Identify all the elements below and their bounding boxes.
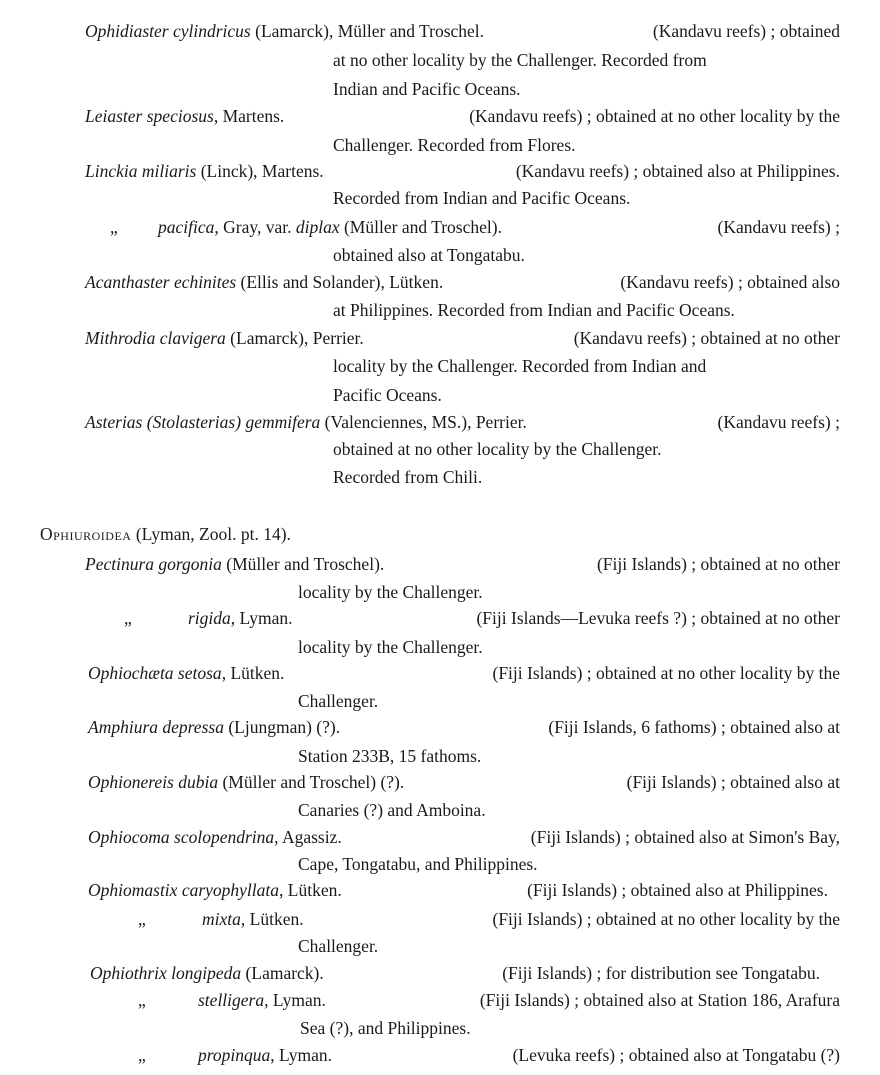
species-name: Ophionereis dubia — [88, 772, 219, 792]
species-name: Amphiura depressa — [88, 717, 224, 737]
species-authority: , Lütken. — [221, 663, 285, 683]
locality-note: (Fiji Islands) ; obtained at no other — [596, 554, 840, 574]
entry-continuation: Recorded from Indian and Pacific Oceans. — [333, 188, 631, 208]
variety-authority: (Müller and Troschel). — [339, 217, 502, 237]
ditto-mark: „ — [138, 990, 146, 1010]
locality-note: (Fiji Islands) ; obtained at no other locality by the — [492, 663, 840, 683]
locality-note: (Kandavu reefs) ; obtained at no other — [573, 328, 840, 348]
species-name: pacifica — [158, 217, 215, 237]
species-entry — [85, 411, 840, 433]
species-authority: , Lyman. — [270, 1045, 333, 1065]
species-name: mixta — [202, 909, 241, 929]
species-entry — [88, 662, 840, 684]
locality-note: (Fiji Islands) ; obtained also at Simon's Bay, — [530, 827, 840, 847]
entry-continuation: obtained also at Tongatabu. — [333, 245, 525, 265]
entry-continuation: locality by the Challenger. — [298, 637, 483, 657]
species-entry — [138, 1044, 840, 1066]
species-entry — [138, 908, 840, 930]
species-authority: , Lyman. — [230, 608, 293, 628]
species-name: propinqua — [198, 1045, 271, 1065]
species-entry — [88, 771, 840, 793]
entry-continuation: locality by the Challenger. — [298, 582, 483, 602]
locality-note: (Fiji Islands) ; obtained at no other locality by the — [492, 909, 840, 929]
variety-name: diplax — [295, 217, 340, 237]
entry-continuation: Pacific Oceans. — [333, 385, 442, 405]
species-name: Ophidiaster cylindricus — [85, 21, 251, 41]
species-authority: (Lamarck). — [241, 963, 324, 983]
entry-continuation: Recorded from Chili. — [333, 467, 483, 487]
entry-continuation: Station 233B, 15 fathoms. — [298, 746, 482, 766]
locality-note: (Fiji Islands) ; obtained also at — [626, 772, 840, 792]
species-name: Ophiocoma scolopendrina — [88, 827, 275, 847]
species-entry — [88, 879, 828, 901]
species-authority: (Müller and Troschel) (?). — [218, 772, 405, 792]
locality-note: (Levuka reefs) ; obtained also at Tongatabu (?) — [512, 1045, 840, 1065]
locality-note: (Fiji Islands) ; obtained also at Philippines. — [527, 880, 828, 900]
species-authority: (Ljungman) (?). — [223, 717, 341, 737]
species-authority: , Martens. — [213, 106, 285, 126]
species-name: Acanthaster echinites — [85, 272, 237, 292]
species-name: rigida — [188, 608, 231, 628]
species-entry — [85, 105, 840, 127]
species-authority: , Lütken. — [240, 909, 304, 929]
ditto-mark: „ — [110, 217, 118, 237]
species-entry — [85, 553, 840, 575]
locality-note: (Kandavu reefs) ; obtained — [652, 21, 840, 41]
species-name: stelligera — [198, 990, 265, 1010]
species-authority: (Linck), Martens. — [196, 161, 324, 181]
species-authority: (Ellis and Solander), Lütken. — [236, 272, 444, 292]
species-authority: (Müller and Troschel). — [221, 554, 385, 574]
genus-name: Asterias — [85, 412, 143, 432]
entry-continuation: Challenger. — [298, 936, 379, 956]
species-entry — [85, 271, 840, 293]
locality-note: (Kandavu reefs) ; — [717, 412, 840, 432]
species-entry — [85, 327, 840, 349]
entry-continuation: Canaries (?) and Amboina. — [298, 800, 486, 820]
entry-continuation-text: obtained at no other locality by the Challenger. — [333, 439, 662, 459]
species-authority: , Lütken. — [279, 880, 342, 900]
species-entry — [90, 962, 820, 984]
species-authority: , Agassiz. — [274, 827, 342, 847]
species-name: Ophiothrix longipeda — [90, 963, 242, 983]
species-entry — [124, 607, 840, 629]
locality-note: (Fiji Islands) ; for distribution see Tongatabu. — [502, 963, 820, 983]
entry-continuation: at no other locality by the Challenger. Recorded from — [333, 50, 707, 70]
ditto-mark: „ — [124, 608, 132, 628]
species-entry — [110, 216, 840, 238]
species-entry — [138, 989, 840, 1011]
entry-continuation: Indian and Pacific Oceans. — [333, 79, 521, 99]
species-authority: (Lamarck), Perrier. — [225, 328, 364, 348]
section-reference: (Lyman, Zool. pt. 14). — [131, 524, 291, 544]
species-entry — [85, 160, 840, 182]
species-authority: , Gray, var. — [214, 217, 292, 237]
species-entry — [88, 826, 840, 848]
entry-continuation: Challenger. Recorded from Flores. — [333, 135, 576, 155]
entry-continuation: locality by the Challenger. Recorded from Indian and — [333, 356, 707, 376]
entry-continuation: at Philippines. Recorded from Indian and Pacific Oceans. — [333, 300, 735, 320]
species-entry — [88, 716, 840, 738]
entry-continuation: Cape, Tongatabu, and Philippines. — [298, 854, 538, 874]
subgenus-name: (Stolasterias) — [146, 412, 242, 432]
species-name: Pectinura gorgonia — [85, 554, 222, 574]
species-name: Ophiomastix caryophyllata — [88, 880, 280, 900]
species-name: Linckia miliaris — [85, 161, 197, 181]
species-name: gemmifera — [245, 412, 321, 432]
locality-note: (Kandavu reefs) ; obtained also at Philippines. — [515, 161, 840, 181]
entry-continuation: Challenger. — [298, 691, 379, 711]
species-authority: , Lyman. — [264, 990, 326, 1010]
entry-continuation: Sea (?), and Philippines. — [300, 1018, 471, 1038]
locality-note: (Fiji Islands) ; obtained also at Station 186, Arafura — [479, 990, 840, 1010]
locality-note: (Kandavu reefs) ; obtained at no other locality by the — [469, 106, 840, 126]
locality-note: (Fiji Islands, 6 fathoms) ; obtained also at — [548, 717, 840, 737]
ditto-mark: „ — [138, 1045, 146, 1065]
entry-continuation — [333, 438, 840, 460]
section-heading — [40, 523, 291, 545]
section-title: Ophiuroidea — [40, 524, 132, 544]
locality-note: (Kandavu reefs) ; obtained also — [620, 272, 840, 292]
species-authority: (Valenciennes, MS.), Perrier. — [320, 412, 527, 432]
species-authority: (Lamarck), Müller and Troschel. — [250, 21, 485, 41]
species-entry — [85, 20, 840, 42]
locality-note: (Kandavu reefs) ; — [717, 217, 840, 237]
species-name: Leiaster speciosus — [85, 106, 214, 126]
locality-note: (Fiji Islands—Levuka reefs ?) ; obtained at no other — [476, 608, 840, 628]
species-name: Ophiochæta setosa — [88, 663, 222, 683]
species-name: Mithrodia clavigera — [85, 328, 226, 348]
ditto-mark: „ — [138, 909, 146, 929]
